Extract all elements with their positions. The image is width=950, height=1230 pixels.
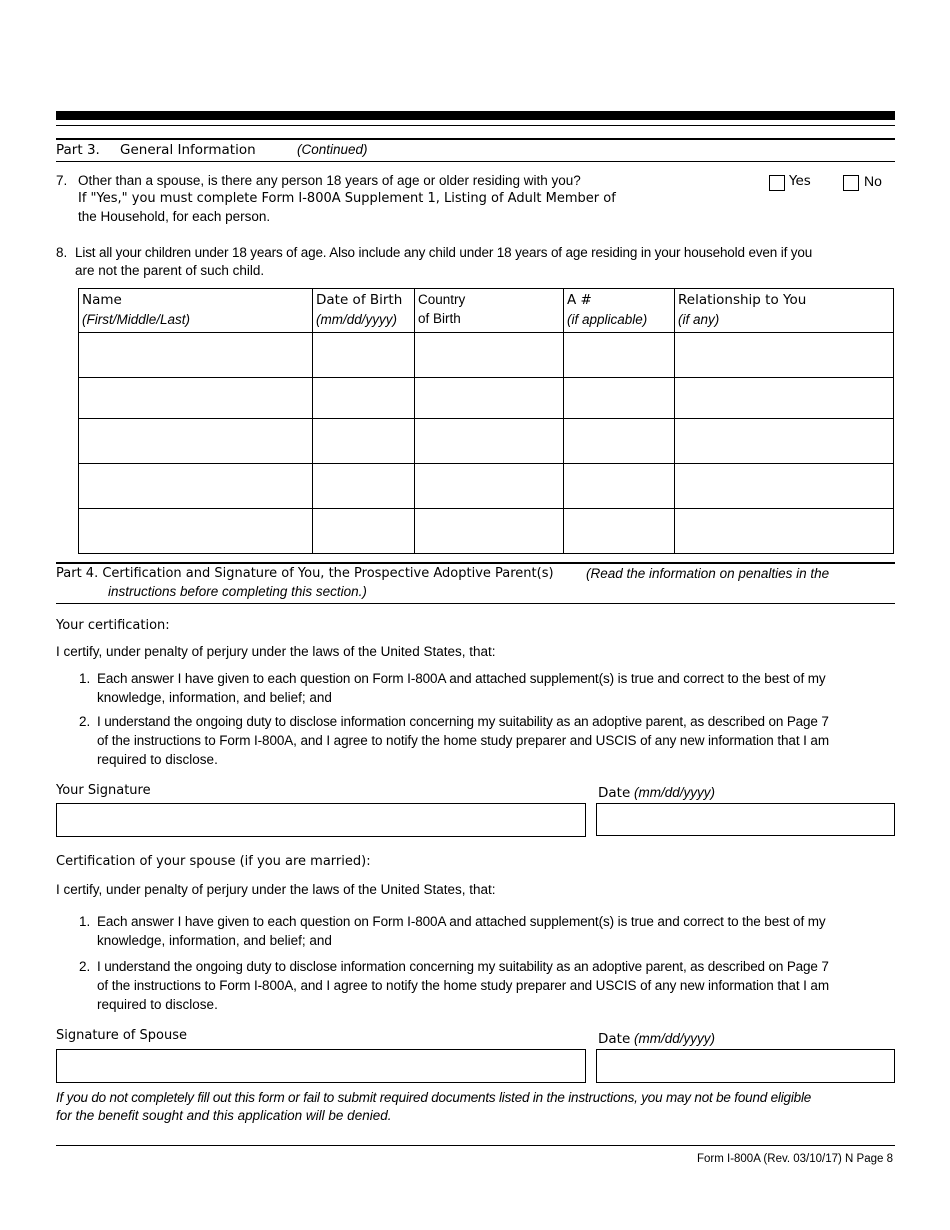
spouse-signature-label: Signature of Spouse: [56, 1028, 187, 1043]
your-cert-item2-line1: I understand the ongoing duty to disclose information concerning my suitability as an adoptive parent, as described on Page 7: [97, 714, 829, 729]
relationship-cell[interactable]: [675, 464, 894, 509]
part4-top-rule: [56, 562, 895, 564]
warning-line1: If you do not completely fill out this form or fail to submit required documents listed in the instructions, you may not be found eligible: [56, 1090, 812, 1105]
q7-yes-label: Yes: [789, 173, 811, 189]
a-number-cell[interactable]: [564, 509, 675, 554]
footer-rule: [56, 1145, 895, 1146]
your-signature-field[interactable]: [56, 803, 586, 837]
column-header-relationship: Relationship to You (if any): [675, 289, 894, 333]
relationship-cell[interactable]: [675, 509, 894, 554]
spouse-cert-item1-number: 1.: [79, 914, 91, 929]
a-number-cell[interactable]: [564, 378, 675, 419]
table-row: [79, 333, 894, 378]
dob-cell[interactable]: [313, 419, 415, 464]
your-date-label: Date (mm/dd/yyyy): [598, 785, 716, 801]
table-row: [79, 419, 894, 464]
column-header-name: Name (First/Middle/Last): [79, 289, 313, 333]
spouse-signature-field[interactable]: [56, 1049, 586, 1083]
q8-line1: List all your children under 18 years of age. Also include any child under 18 years of age residing in your household even if you: [75, 245, 813, 260]
spouse-cert-item2-line2: of the instructions to Form I-800A, and I agree to notify the home study preparer and USCIS of any new information that I am: [97, 978, 829, 993]
country-cell[interactable]: [415, 333, 564, 378]
your-cert-item2-number: 2.: [79, 714, 91, 729]
dob-cell[interactable]: [313, 464, 415, 509]
country-cell[interactable]: [415, 509, 564, 554]
spouse-cert-item1-line1: Each answer I have given to each question on Form I-800A and attached supplement(s) is true and correct to the best of my: [97, 914, 826, 929]
part3-title: General Information: [120, 142, 256, 158]
your-cert-item2-line2: of the instructions to Form I-800A, and I agree to notify the home study preparer and USCIS of any new information that I am: [97, 733, 829, 748]
spouse-cert-item2-number: 2.: [79, 959, 91, 974]
spouse-cert-item1-line2: knowledge, information, and belief; and: [97, 933, 332, 948]
spouse-cert-item2-line3: required to disclose.: [97, 997, 218, 1012]
name-cell[interactable]: [79, 419, 313, 464]
a-number-cell[interactable]: [564, 419, 675, 464]
table-row: [79, 464, 894, 509]
your-cert-intro: I certify, under penalty of perjury under the laws of the United States, that:: [56, 644, 496, 659]
part3-label: Part 3.: [56, 142, 100, 158]
part4-note-line2: instructions before completing this section.): [108, 584, 367, 599]
part3-continued: (Continued): [297, 142, 368, 157]
children-table: [78, 288, 894, 554]
header-thin-rule: [56, 125, 895, 126]
your-cert-item1-number: 1.: [79, 671, 91, 686]
q7-number: 7.: [56, 173, 68, 188]
table-row: [79, 378, 894, 419]
column-header-a-number: A # (if applicable): [564, 289, 675, 333]
q7-note-line1: If "Yes," you must complete Form I-800A Supplement 1, Listing of Adult Member of: [78, 191, 616, 206]
your-date-field[interactable]: [596, 803, 895, 836]
spouse-cert-intro: I certify, under penalty of perjury under the laws of the United States, that:: [56, 882, 496, 897]
country-cell[interactable]: [415, 419, 564, 464]
name-cell[interactable]: [79, 509, 313, 554]
children-table-header: [79, 289, 894, 333]
part4-bottom-rule: [56, 603, 895, 604]
name-cell[interactable]: [79, 464, 313, 509]
column-header-country: Country of Birth: [415, 289, 564, 333]
country-cell[interactable]: [415, 378, 564, 419]
q7-no-label: No: [864, 173, 882, 189]
your-cert-item2-line3: required to disclose.: [97, 752, 218, 767]
country-cell[interactable]: [415, 464, 564, 509]
q7-note-line2: the Household, for each person.: [78, 209, 271, 224]
column-header-date-of-birth: Date of Birth (mm/dd/yyyy): [313, 289, 415, 333]
q8-line2: are not the parent of such child.: [75, 263, 265, 278]
your-cert-item1-line1: Each answer I have given to each question on Form I-800A and attached supplement(s) is true and correct to the best of my: [97, 671, 826, 686]
part3-bottom-rule: [56, 161, 895, 162]
dob-cell[interactable]: [313, 509, 415, 554]
your-cert-heading: Your certification:: [56, 618, 170, 633]
spouse-cert-item2-line1: I understand the ongoing duty to disclose information concerning my suitability as an adoptive parent, as described on Page 7: [97, 959, 829, 974]
part4-note-line1: (Read the information on penalties in the: [586, 566, 830, 581]
q8-number: 8.: [56, 245, 68, 260]
dob-cell[interactable]: [313, 333, 415, 378]
dob-cell[interactable]: [313, 378, 415, 419]
relationship-cell[interactable]: [675, 378, 894, 419]
part4-heading: Part 4. Certification and Signature of You, the Prospective Adoptive Parent(s): [56, 566, 554, 581]
relationship-cell[interactable]: [675, 419, 894, 464]
footer-text: Form I-800A (Rev. 03/10/17) N Page 8: [696, 1153, 893, 1165]
name-cell[interactable]: [79, 378, 313, 419]
a-number-cell[interactable]: [564, 333, 675, 378]
q7-no-checkbox[interactable]: [843, 175, 859, 191]
warning-line2: for the benefit sought and this application will be denied.: [56, 1108, 392, 1123]
spouse-cert-heading: Certification of your spouse (if you are married):: [56, 854, 371, 869]
a-number-cell[interactable]: [564, 464, 675, 509]
your-signature-label: Your Signature: [56, 783, 151, 798]
part3-top-rule: [56, 138, 895, 140]
table-row: [79, 509, 894, 554]
q7-yes-checkbox[interactable]: [769, 175, 785, 191]
header-thick-bar: [56, 111, 895, 120]
q7-question: Other than a spouse, is there any person 18 years of age or older residing with you?: [78, 173, 581, 188]
relationship-cell[interactable]: [675, 333, 894, 378]
your-cert-item1-line2: knowledge, information, and belief; and: [97, 690, 332, 705]
spouse-date-label: Date (mm/dd/yyyy): [598, 1031, 716, 1047]
name-cell[interactable]: [79, 333, 313, 378]
spouse-date-field[interactable]: [596, 1049, 895, 1083]
